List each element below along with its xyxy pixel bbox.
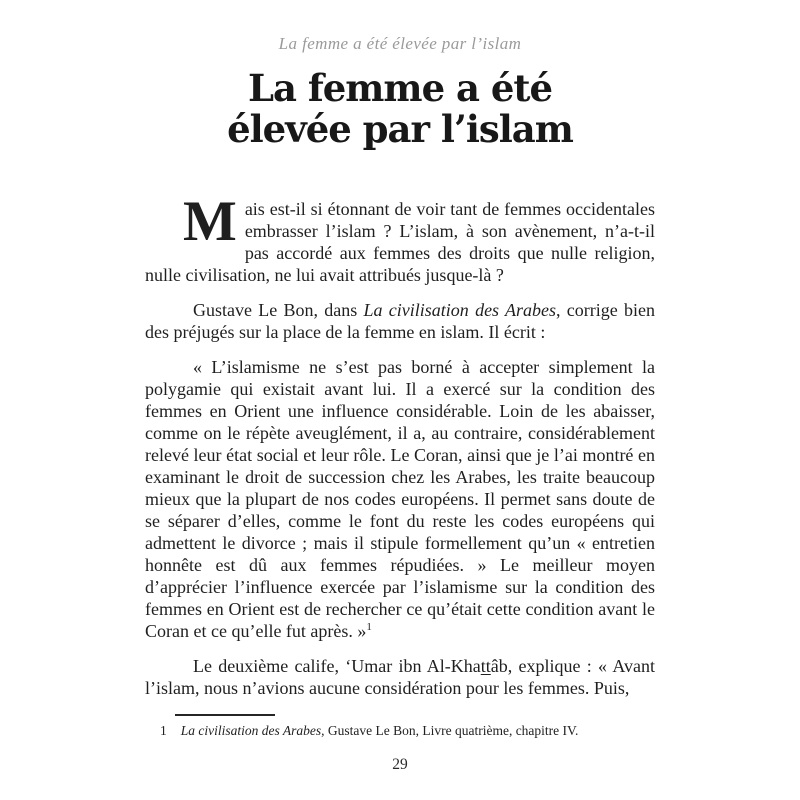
page-number: 29 [392,756,408,773]
footnote-reference: 1 [366,621,372,633]
paragraph-lebon-before: Gustave Le Bon, dans [193,300,364,320]
paragraph-intro-text: ais est-il si étonnant de voir tant de femmes occidentales embrasser l’islam ? L’islam, à son avènement, n’a-t-il pas accordé aux femmes des droits que nulle religion, nulle civilisation, ne lui avait attribués jusque-là ? [145,199,655,285]
chapter-title-line-1: La femme a été [247,66,553,110]
footnote-block [145,714,655,739]
paragraph-umar [145,655,655,699]
book-title-italic: La civilisation des Arabes [363,300,556,320]
paragraph-umar-after: âb, explique : « Avant l’islam, nous n’avions aucune considération pour les femmes. Puis, [145,656,655,698]
paragraph-lebon-after: , corrige bien des préjugés sur la place de la femme en islam. Il écrit : [145,300,655,342]
footnote-number: 1 [160,723,167,738]
paragraph-lebon-intro [145,299,655,343]
paragraph-umar-before: Le deuxième calife, ‘Umar ibn Al-Kha [193,656,481,676]
paragraph-quote [145,356,655,642]
footnote-book-title: La civilisation des Arabes [180,723,322,738]
chapter-title [0,68,800,150]
footnote-text: , Gustave Le Bon, Livre quatrième, chapitre IV. [321,723,579,738]
chapter-title-line-2: élevée par l’islam [227,107,573,151]
footnote [145,722,655,739]
drop-cap: M [183,190,237,253]
underlined-letters: tt [480,656,491,676]
footnote-rule [175,714,275,716]
paragraph-quote-text: « L’islamisme ne s’est pas borné à accepter simplement la polygamie qui existait avant lui. Il a exercé sur la condition des femmes en Orient une influence considérable. Loin de les abaisser, comme on le répète aveuglément, il a, au contraire, considérablement relevé leur état social et leur rôle. Le Coran, ainsi que je l’ai montré en examinant le droit de succession chez les Arabes, les traite beaucoup mieux que la plupart de nos codes européens. Il permet sans doute de se séparer d’elles, comme le font du reste les codes européens qui admettent le divorce ; mais il stipule formellement qu’un « entretien honnête est dû aux femmes répudiées. » Le meilleur moyen d’apprécier l’influence exercée par l’islamisme sur la condition des femmes en Orient est de rechercher ce qu’était cette condition avant le Coran et ce qu’elle fut après. » [145,357,655,641]
body-text [145,190,655,712]
paragraph-intro [145,190,655,286]
running-header: La femme a été élevée par l’islam [278,34,522,53]
